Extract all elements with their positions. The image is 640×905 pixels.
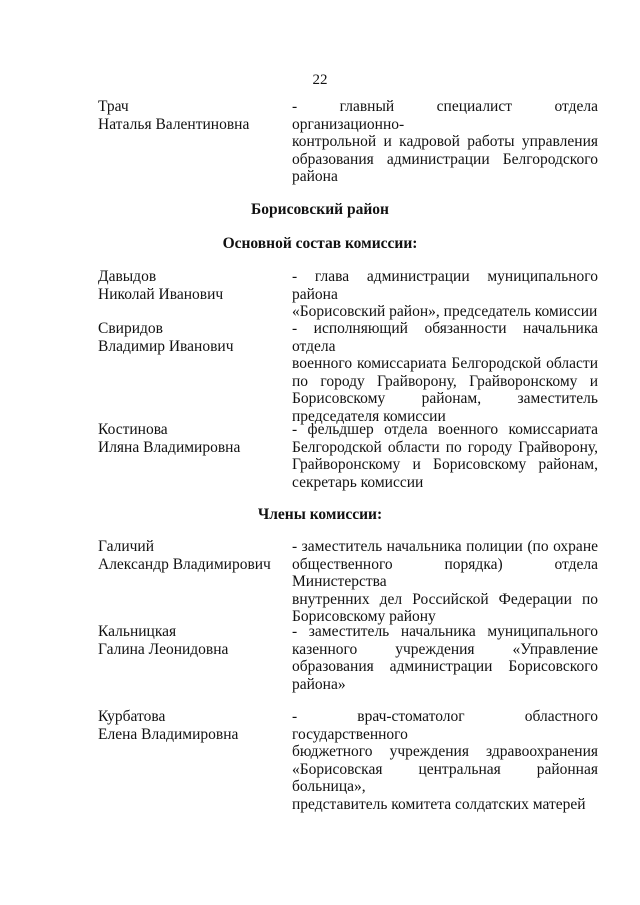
person-name: [98, 98, 278, 133]
person-role: [292, 538, 598, 626]
person-name: [98, 538, 278, 573]
person-role: [292, 421, 598, 491]
role-line: образования администрации Белгородского: [292, 150, 598, 168]
person-role: [292, 98, 598, 186]
page-number: 22: [312, 72, 328, 88]
person-name: [98, 320, 278, 355]
person-name: [98, 268, 278, 303]
given-names: Елена Владимировна: [98, 725, 239, 743]
role-line: контрольной и кадровой работы управления: [292, 133, 598, 151]
role-line: района»: [292, 675, 346, 693]
role-line: внутренних дел Российской Федерации по: [292, 590, 598, 608]
role-line: «Борисовская центральная районная больница»,: [292, 760, 598, 796]
role-line: председателя комиссии: [292, 407, 446, 425]
person-role: [292, 623, 598, 693]
role-line: - заместитель начальника полиции (по охране: [292, 538, 598, 555]
role-line: «Борисовский район», председатель комиссии: [292, 303, 598, 321]
surname: Курбатова: [98, 708, 166, 725]
role-line: представитель комитета солдатских матерей: [292, 795, 586, 813]
role-line: военного комиссариата Белгородской области: [292, 355, 598, 373]
role-line: Борисовскому районам, заместитель: [292, 390, 598, 408]
person-role: [292, 320, 598, 426]
surname: Галичий: [98, 538, 155, 555]
role-line: района: [292, 168, 338, 186]
role-line: казенного учреждения «Управление: [292, 640, 598, 658]
role-line: - исполняющий обязанности начальника отдела: [292, 320, 598, 355]
role-line: - фельдшер отдела военного комиссариата: [292, 421, 598, 438]
role-line: бюджетного учреждения здравоохранения: [292, 743, 598, 761]
person-name: [98, 623, 278, 658]
role-line: - заместитель начальника муниципального: [292, 623, 598, 640]
surname: Давыдов: [98, 268, 157, 285]
role-line: секретарь комиссии: [292, 473, 424, 491]
role-line: Белгородской области по городу Грайворону,: [292, 438, 598, 456]
surname: Трач: [98, 98, 129, 115]
given-names: Александр Владимирович: [98, 555, 271, 573]
surname: Кальницкая: [98, 623, 177, 640]
role-line: по городу Грайворону, Грайворонскому и: [292, 372, 598, 390]
person-name: [98, 708, 278, 743]
main-composition-title: Основной состав комиссии:: [222, 235, 418, 252]
surname: Костинова: [98, 421, 168, 438]
members-title: Члены комиссии:: [257, 506, 383, 523]
given-names: Николай Иванович: [98, 285, 224, 303]
role-line: - врач-стоматолог областного государственного: [292, 708, 598, 743]
role-line: - глава администрации муниципального района: [292, 268, 598, 303]
role-line: общественного порядка) отдела Министерства: [292, 555, 598, 591]
given-names: Галина Леонидовна: [98, 640, 229, 658]
person-role: [292, 708, 598, 814]
given-names: Владимир Иванович: [98, 337, 234, 355]
role-line: Борисовскому району: [292, 608, 436, 626]
role-line: Грайворонскому и Борисовскому районам,: [292, 456, 598, 474]
role-line: - главный специалист отдела организационно-: [292, 98, 598, 133]
person-role: [292, 268, 598, 321]
surname: Свиридов: [98, 320, 163, 337]
given-names: Наталья Валентиновна: [98, 115, 250, 133]
person-name: [98, 421, 278, 456]
given-names: Иляна Владимировна: [98, 438, 241, 456]
district-title: Борисовский район: [251, 201, 389, 218]
role-line: образования администрации Борисовского: [292, 658, 598, 676]
